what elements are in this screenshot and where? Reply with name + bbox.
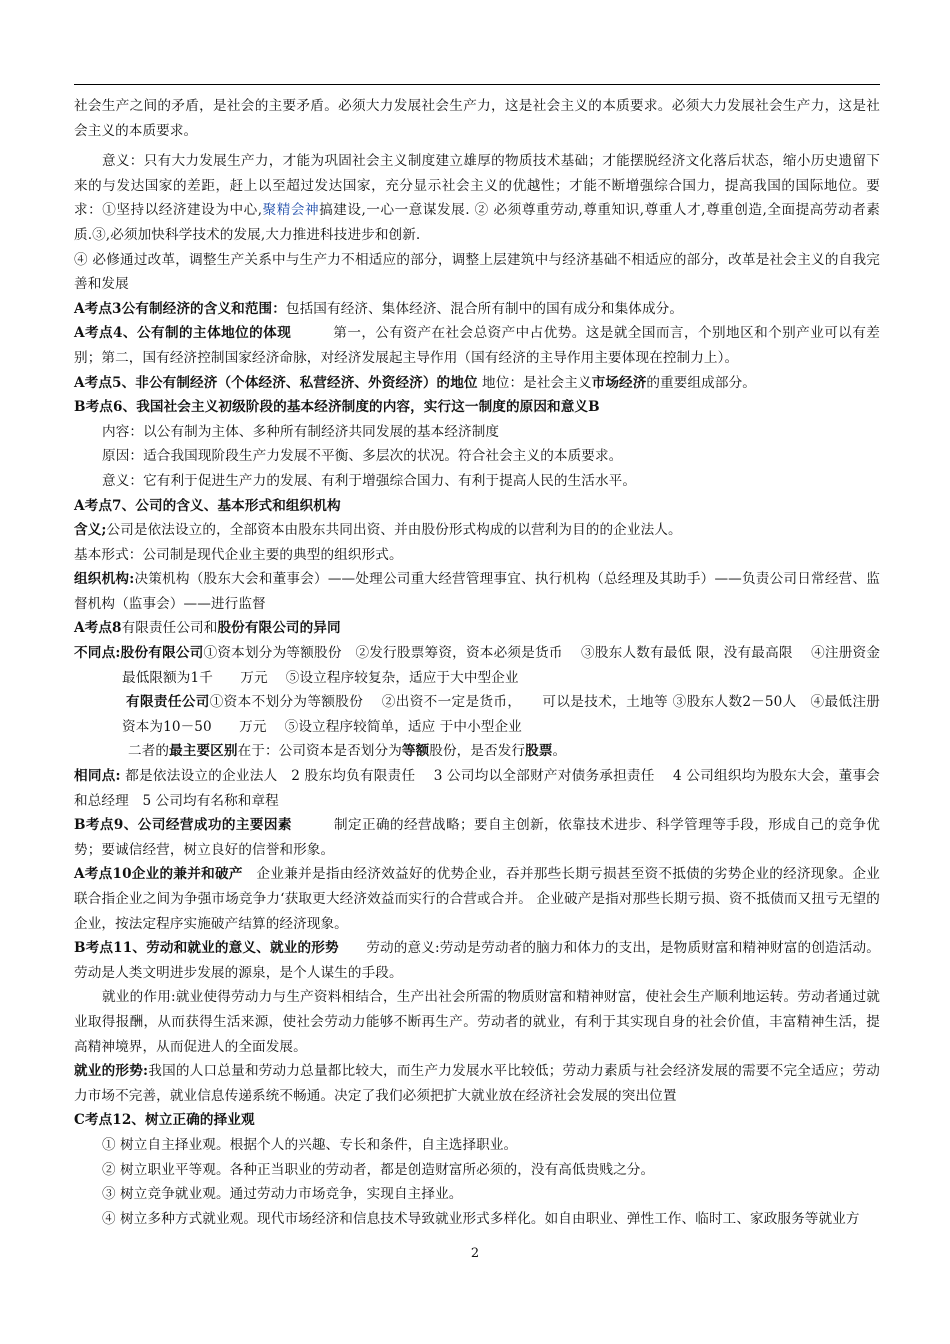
text: 股份，是否发行	[429, 743, 526, 760]
text: ① 树立自主择业观。根据个人的兴趣、专长和条件，自主选择职业。	[102, 1136, 518, 1153]
paragraph	[74, 248, 880, 297]
paragraph	[74, 567, 880, 616]
label: 相同点:	[74, 768, 121, 785]
topic-9	[74, 813, 880, 862]
label: 含义;	[74, 522, 107, 539]
heading: B考点9、公司经营成功的主要因素	[74, 817, 292, 834]
text: 内容：以公有制为主体、多种所有制经济共同发展的基本经济制度	[102, 423, 500, 440]
list-item	[74, 1182, 880, 1207]
paragraph	[74, 690, 880, 739]
label: 不同点:	[74, 645, 121, 662]
text: 包括国有经济、集体经济、混合所有制中的国有成分和集体成分。	[285, 300, 684, 317]
text: 社会生产之间的矛盾，是社会的主要矛盾。必须大力发展社会生产力，这是社会主义的本质要求。必须大力发展社会生产力，这是社会主义的本质要求。	[74, 98, 880, 139]
page-number: 2	[470, 1246, 480, 1261]
document-body	[74, 94, 880, 1231]
text: 第一，公有资产在社会总资产中占优势。这是就全国而言，个别地区和个别产业可以有差别；第二，国有经济控制国家经济命脉，对经济发展起主导作用（国有经济的主导作用主要体现在控制力上）。	[74, 325, 880, 366]
topic-12	[74, 1108, 880, 1133]
paragraph-differences	[74, 641, 880, 690]
text: 意义：只有大力发展生产力，才能为巩固社会主义制度建立雄厚的物质技术基础；才能摆脱经济文化落后状态，缩小历史遗留下来的与发达国家的差距，赶上以至超过发达国家，充分显示社会主义的优越性；才能不断增强综合国力，提高我国的国际地位。要求：①坚持以经济建设为中心,	[74, 153, 880, 219]
list-item	[74, 1158, 880, 1183]
text: 制定正确的经营战略；要自主创新，依靠技术进步、科学管理等手段，形成自己的竞争优势；要诚信经营，树立良好的信誉和形象。	[74, 817, 880, 858]
text: 地位：是社会主义	[477, 374, 592, 391]
label: 有限责任公司	[126, 694, 210, 711]
text: 原因：适合我国现阶段生产力发展不平衡、多层次的状况。符合社会主义的本质要求。	[102, 448, 623, 465]
text-bold: 等额	[401, 743, 430, 760]
hyperlink[interactable]: 聚精会神	[262, 202, 320, 219]
topic-4	[74, 321, 880, 370]
topic-3	[74, 297, 880, 322]
label: 组织机构:	[74, 571, 135, 588]
heading: 股份有限公司的异同	[217, 620, 341, 637]
paragraph	[74, 420, 880, 445]
text: ①资本划分为等额股份 ②发行股票筹资，资本必须是货币 ③股东人数有最低 限，没有最高限 ④注册资金最低限额为1千 万元 ⑤设立程序较复杂，适应于大中型企业	[122, 645, 881, 686]
text: 劳动的意义:劳动是劳动者的脑力和体力的支出，是物质财富和精神财富的创造活动。劳动是人类文明进步发展的源泉，是个人谋生的手段。	[74, 940, 880, 981]
paragraph-similarities	[74, 764, 880, 813]
paragraph-significance	[74, 149, 880, 247]
paragraph	[74, 444, 880, 469]
text: ①资本不划分为等额股份 ②出资不一定是货币， 可以是技术，土地等 ③股东人数2－50人 ④最低注册资本为10－50 万元 ⑤设立程序较简单，适应 于中小型企业	[122, 694, 880, 735]
heading: A考点3公有制经济的含义和范围：	[74, 300, 286, 317]
text: ④ 必修通过改革，调整生产关系中与生产力不相适应的部分，调整上层建筑中与经济基础不相适应的部分，改革是社会主义的自我完善和发展	[74, 251, 880, 293]
text: 基本形式：公司制是现代企业主要的典型的组织形式。	[74, 546, 403, 563]
topic-5	[74, 371, 880, 396]
text-bold: 最主要区别	[169, 743, 238, 760]
topic-10	[74, 862, 880, 936]
text: 就业的作用:就业使得劳动力与生产资料相结合，生产出社会所需的物质财富和精神财富，使社会生产顺利地运转。劳动者通过就业取得报酬，从而获得生活来源，使社会劳动力能够不断再生产。劳动者的就业，有利于其实现自身的社会价值，丰富精神生活，提高精神境界，从而促进人的全面发展。	[74, 989, 880, 1055]
heading: A考点10企业的兼并和破产	[74, 866, 243, 883]
text: 搞建设,一心一意谋发展. ② 必须尊重劳动,尊重知识,尊重人才,尊重创造,全面提高劳动者素质.③,必须加快科学技术的发展,大力推进科技进步和创新.	[74, 202, 880, 243]
label: 股份有限公司	[120, 645, 204, 662]
text: ③ 树立竞争就业观。通过劳动力市场竞争，实现自主择业。	[102, 1186, 463, 1203]
text: 意义：它有利于促进生产力的发展、有利于增强综合国力、有利于提高人民的生活水平。	[102, 472, 637, 489]
text: 企业兼并是指由经济效益好的优势企业，吞并那些长期亏损甚至资不抵债的劣势企业的经济现象。企业联合指企业之间为争强市场竞争力‘获取更大经济效益而实行的合营或合并。 企业破产是指对那些长期亏损、资不抵债而又扭亏无望的企业，按法定程序实施破产结算的经济现象。	[74, 866, 880, 932]
heading: A考点7、公司的含义、基本形式和组织机构	[74, 497, 341, 514]
heading: A考点4、公有制的主体地位的体现	[74, 325, 292, 342]
list-item	[74, 1133, 880, 1158]
heading: A考点5、非公有制经济（个体经济、私营经济、外资经济）的地位	[74, 374, 478, 391]
heading: C考点12、树立正确的择业观	[74, 1112, 255, 1129]
text: 有限责任公司和	[121, 620, 218, 637]
heading: B考点11、劳动和就业的意义、就业的形势	[74, 940, 339, 957]
text: 公司是依法设立的，全部资本由股东共同出资、并由股份形式构成的以营利为目的的企业法人。	[106, 522, 682, 539]
paragraph	[74, 469, 880, 494]
text-bold: 市场经济	[591, 374, 647, 391]
heading: A考点8	[74, 620, 122, 637]
label: 就业的形势:	[74, 1063, 149, 1080]
topic-8	[74, 616, 880, 641]
text: 在于：公司资本是否划分为	[237, 743, 402, 760]
text-bold: 股票	[525, 743, 553, 760]
topic-7	[74, 494, 880, 519]
text: 的重要组成部分。	[646, 374, 756, 391]
text: 我国的人口总量和劳动力总量都比较大，而生产力发展水平比较低；劳动力素质与社会经济发展的需要不完全适应；劳动力市场不完善，就业信息传递系统不畅通。决定了我们必须把扩大就业放在经济社会发展的突出位置	[74, 1063, 881, 1104]
paragraph	[74, 985, 880, 1059]
text: 二者的	[128, 743, 170, 760]
heading: B考点6、我国社会主义初级阶段的基本经济制度的内容，实行这一制度的原因和意义B	[74, 399, 600, 416]
topic-11	[74, 936, 880, 985]
text: 决策机构（股东大会和董事会）——处理公司重大经营管理事宜、执行机构（总经理及其助手）——负责公司日常经营、监督机构（监事会）——进行监督	[74, 571, 880, 612]
text: ② 树立职业平等观。各种正当职业的劳动者，都是创造财富所必须的，没有高低贵贱之分。	[102, 1161, 655, 1178]
text: ④ 树立多种方式就业观。现代市场经济和信息技术导致就业形式多样化。如自由职业、弹性工作、临时工、家政服务等就业方	[102, 1210, 860, 1227]
header-rule	[74, 84, 880, 85]
list-item	[74, 1207, 880, 1232]
paragraph	[74, 543, 880, 568]
paragraph	[74, 94, 880, 143]
paragraph	[74, 518, 880, 543]
text: 。	[552, 743, 567, 760]
topic-6	[74, 395, 880, 420]
paragraph	[74, 739, 880, 764]
paragraph	[74, 1059, 880, 1108]
text: 都是依法设立的企业法人 2 股东均负有限责任 3 公司均以全部财产对债务承担责任 4 公司组织均为股东大会，董事会和总经理 5 公司均有名称和章程	[74, 768, 880, 809]
